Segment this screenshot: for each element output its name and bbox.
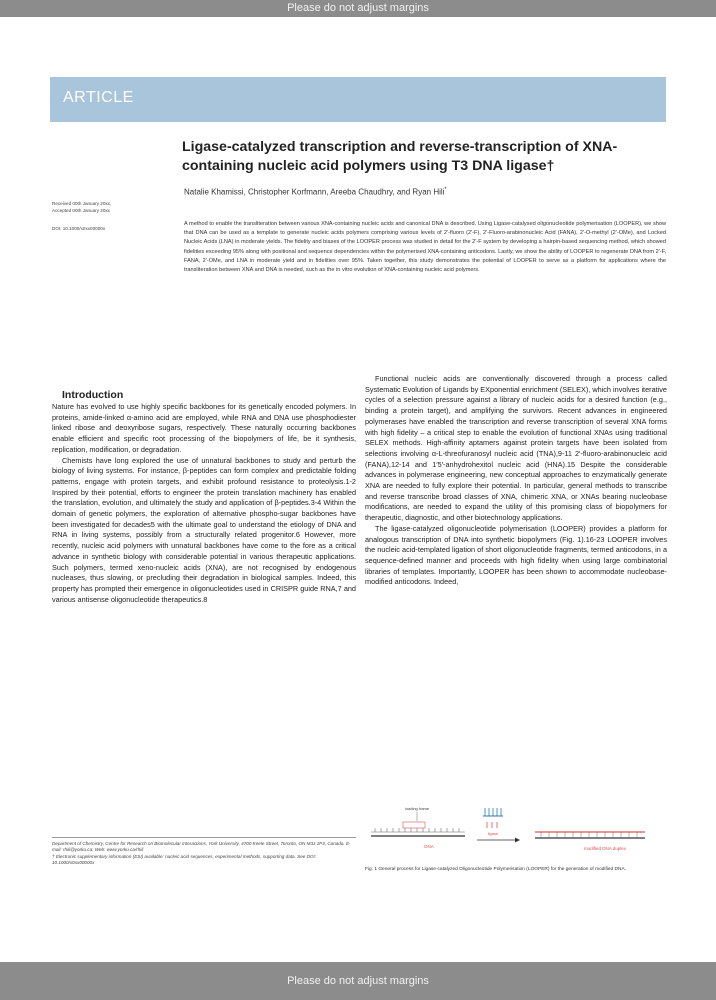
footnote-divider [52,837,356,838]
right-column [365,374,667,588]
doi: DOI: 10.1000/x0xx00000x [52,226,106,231]
article-label: ARTICLE [63,89,134,106]
modified-duplex [535,832,645,838]
anticodon-pool [483,808,503,828]
intro-paragraph-2: Chemists have long explored the use of unnatural backbones to study and perturb the biology of living systems. For instance, β-peptides can form complex and predictable folding patterns, engage with protein targets, and exhibit profound resistance to proteolysis.1-2 Inspired by their potential, efforts to engineer the protein translation machinery has enabled the translation, evolution, and ultimately the study and application of β-peptides.3-4 Within the domain of genetic polymers, the exploration of alternative phospho-sugar backbones have been investigated for decades5 with the ultimate goal to understand the etiology of DNA and RNA in living systems, possibly from a structurally related progenitor.6 However, more recently, nucleic acid polymers with unnatural backbones have come to the fore as a critical advance in synthetic biology with considerable potential in various therapeutic applications. Such polymers, termed xeno-nucleic acids (XNA), are not recognised by endogenous nucleases, thus slowing, or precluding their degradation in biological samples. Indeed, this property has prompted their emergence in oligonucleotides used in CRISPR guide RNA,7 and various antisense oligonucleotide therapeutics.8 [52,455,356,604]
section-heading: Introduction [62,389,124,401]
dna-label: DNA [424,844,434,849]
paper-title: Ligase-catalyzed transcription and reverse-transcription of XNA-containing nucleic acid polymers using T3 DNA ligase† [182,139,618,174]
accepted-date: Accepted 00th January 20xx [52,208,110,213]
intro-paragraph-1: Nature has evolved to use highly specific backbones for its genetically encoded polymers. In proteins, amide-linked α-amino acid are employed, while RNA and DNA use phosphodiester linked ribose and deoxyribose sugars, respectively. These naturally occurring backbones enable efficient and specific root processing of the biopolymers of life, be it synthesis, replication, modification, or degradation. [52,402,356,454]
figure-caption: Fig. 1 General process for Ligase-catalyzed Oligonucleotide Polymerisation (LOOPER) for the generation of modified DNA. [365,867,627,872]
article-type-bar [50,77,666,122]
left-column [52,389,356,605]
bottom-margin-banner: Please do not adjust margins [0,962,716,1000]
received-date: Received 00th January 20xx, [52,201,112,206]
intro-paragraph-3: Functional nucleic acids are conventionally discovered through a process called Systematic Evolution of Ligands by EXponential enrichment (SELEX), which involves iterative cycles of a selection pressure against a library of nucleic acids for a desired function (e.g., binding a protein target), and amplifying the survivors. Recent advances in engineered polymerases have enabled the transcription and reverse transcription of several XNA forms with high fidelity – a critical step to enable the evolution of functional XNAs using traditional SELEX methods. High-affinity aptamers against protein targets have been isolated from selections involving α-L-threofuranosyl nucleic acid (TNA),9-11 2′-fluoro-arabinonucleic acid (FANA),12-14 and 1′5′-anhydrohexitol nucleic acid (HNA).15 Despite the considerable advances in polymerase engineering, new conceptual approaches to enzymatically generate XNA are needed to fully explore their potential. In particular, general methods to transcribe and reverse transcribe broad classes of XNA, chimeric XNA, or XNAs bearing nucleobase modifications, are needed to expand the utility of this promising class of biopolymers for therapeutic, diagnostic, and other biotechnology applications. [365,374,667,523]
author-names: Natalie Khamissi, Christopher Korfmann, Areeba Chaudhry, and Ryan Hili [184,187,445,197]
loading-frame-label: loading frame [404,806,430,811]
top-margin-banner: Please do not adjust margins [0,0,716,17]
esi-note: † Electronic supplementary information (ESI) available: nucleic acid sequences, experimental methods, supporting data. See DOI: 10.1000/x0xx00000x [52,853,317,865]
ligase-label: ligase [487,831,499,836]
dna-template [371,822,465,836]
affiliation-note: Department of Chemistry, Centre for Research on Biomolecular Interactions, York University, 4700 Keele Street, Toronto, ON M3J 1P3, Canada. E-mail: rhili@yorku.ca; Web: www.yorku.ca/rhili [52,841,351,853]
footnotes [52,841,356,866]
abstract: A method to enable the transliteration between various XNA-containing nucleic acids and canonical DNA is described. Using Ligase-catalysed oligonucleotide polymerisation (LOOPER), we show that DNA can be used as a template to generate nucleic acids polymers comprising various levels of 2′-fluoro (2′-F), 2′-Fluoro-arabinonucleic Acid (FANA), 2′-O-methyl (2′-OMe), and Locked Nucleic Acids (LNA) in moderate yields. The fidelity and biases of the LOOPER process was studied in detail for the 2′-F system by developing a hairpin-based sequencing method, which showed fidelities exceeding 95% along with positional and sequence dependencies within the polymerised XNA-containing anticodons. Lastly, we show the ability of LOOPER to regenerate DNA from 2′-F, FANA, 2′-OMe, and LNA in moderate yield and in fidelities over 95%. Taken together, this study demonstrates the potential of LOOPER to serve as a platform for applications where the transliteration between XNA and DNA is needed, such as the in vitro evolution of XNA-containing nucleic acid polymers. [184,221,666,274]
intro-paragraph-4: The ligase-catalyzed oligonucleotide polymerisation (LOOPER) provides a platform for analogous transcription of DNA into synthetic biopolymers (Fig. 1).16-23 LOOPER involves the nucleic acid-templated ligation of short oligonucleotide fragments, termed anticodons, in a sequence-defined manner and proceeds with high fidelity when using large combinatorial libraries of templates. Importantly, LOOPER has been shown to accommodate nucleobase-modified anticodons. Indeed, [365,523,667,587]
modified-duplex-label: modified DNA duplex [583,846,627,851]
looper-schematic-figure [365,802,667,860]
author-list [184,187,664,197]
corresponding-marker: * [444,187,447,193]
